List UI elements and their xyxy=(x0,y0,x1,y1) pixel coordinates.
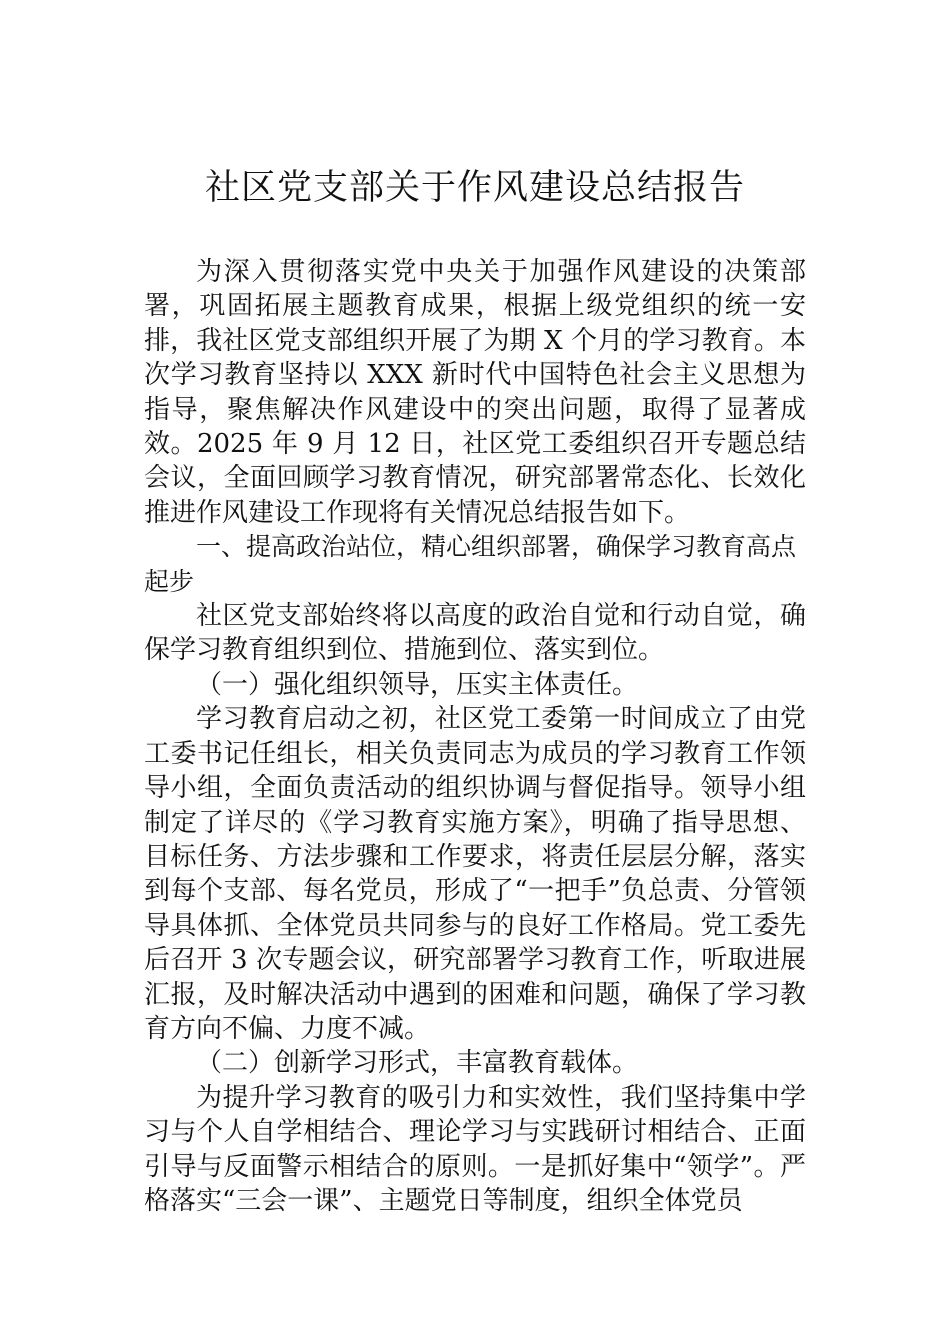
section-heading-1: 一、提高政治站位，精心组织部署，确保学习教育高点起步 xyxy=(144,532,797,596)
intro-paragraph: 为深入贯彻落实党中央关于加强作风建设的决策部署，巩固拓展主题教育成果，根据上级党组织的统一安排，我社区党支部组织开展了为期 X 个月的学习教育。本次学习教育坚持以 XXX 新时代中国特色社会主义思想为指导，聚焦解决作风建设中的突出问题，取得了显著成效。2025 年 9 月 12 日，社区党工委组织召开专题总结会议，全面回顾学习教育情况，研究部署常态化、长效化推进作风建设工作现将有关情况总结报告如下。 xyxy=(144,257,806,528)
document-title: 社区党支部关于作风建设总结报告 xyxy=(204,168,745,208)
subsection-1-paragraph: 学习教育启动之初，社区党工委第一时间成立了由党工委书记任组长，相关负责同志为成员的学习教育工作领导小组，全面负责活动的组织协调与督促指导。领导小组制定了详尽的《学习教育实施方案》，明确了指导思想、目标任务、方法步骤和工作要求，将责任层层分解，落实到每个支部、每名党员，形成了“一把手”负总责、分管领导具体抓、全体党员共同参与的良好工作格局。党工委先后召开 3 次专题会议，研究部署学习教育工作，听取进展汇报，及时解决活动中遇到的困难和问题，确保了学习教育方向不偏、力度不减。 xyxy=(144,704,806,1044)
section-1-paragraph: 社区党支部始终将以高度的政治自觉和行动自觉，确保学习教育组织到位、措施到位、落实到位。 xyxy=(144,601,806,666)
subsection-heading-1: （一）强化组织领导，压实主体责任。 xyxy=(196,669,639,700)
subsection-heading-2: （二）创新学习形式，丰富教育载体。 xyxy=(196,1048,639,1079)
subsection-2-paragraph: 为提升学习教育的吸引力和实效性，我们坚持集中学习与个人自学相结合、理论学习与实践研讨相结合、正面引导与反面警示相结合的原则。一是抓好集中“领学”。严格落实“三会一课”、主题党日等制度，组织全体党员 xyxy=(144,1082,806,1216)
document-body xyxy=(144,255,806,1218)
